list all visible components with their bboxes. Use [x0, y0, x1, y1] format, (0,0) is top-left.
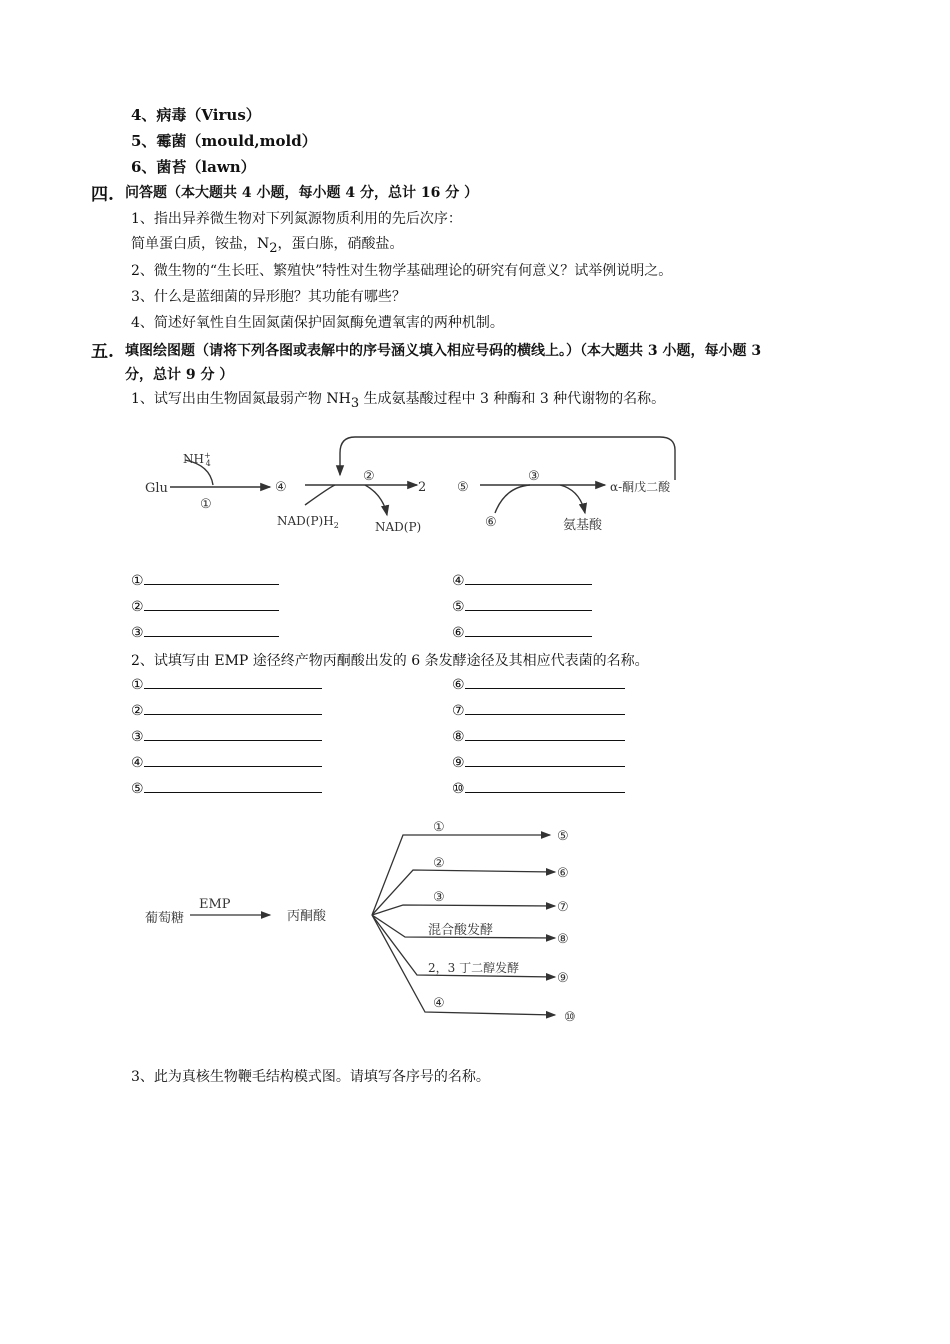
- section5-title-line2: 分，总计 9 分 ）: [125, 367, 234, 383]
- label-circle-3: ③: [528, 469, 540, 484]
- section4-q3: 3、什么是蓝细菌的异形胞？其功能有哪些？: [131, 289, 406, 305]
- answer2-row-1-right: ⑥: [452, 676, 625, 693]
- label-nadp: NAD(P): [375, 520, 422, 534]
- label-akg: α-酮戊二酸: [610, 480, 671, 494]
- answer1-row-1-left: ①: [131, 572, 279, 589]
- answer1-row-3-left: ③: [131, 624, 279, 641]
- label-branch-3: ③: [433, 890, 445, 905]
- branch-1: [372, 835, 550, 915]
- label-end-10: ⑩: [564, 1010, 576, 1025]
- section5-q1: [131, 388, 665, 411]
- label-branch-2: ②: [433, 856, 445, 871]
- s5q1-a: 1、试写出由生物固氮最弱产物 NH: [131, 391, 351, 407]
- section5-number: 五.: [91, 342, 114, 362]
- section4-q4: 4、简述好氧性自生固氮菌保护固氮酶免遭氧害的两种机制。: [131, 315, 504, 331]
- label-mixed-acid: 混合酸发酵: [428, 923, 494, 938]
- label-nadph: $NAD(P)H_2$: [277, 514, 339, 530]
- label-circle-4: ④: [275, 480, 287, 495]
- label-end-6: ⑥: [557, 866, 569, 881]
- section4-q1-items: [131, 233, 404, 256]
- label-two: 2: [418, 480, 427, 495]
- branch-2: [372, 870, 555, 915]
- label-branch-1: ①: [433, 820, 445, 835]
- label-end-5: ⑤: [557, 829, 569, 844]
- label-nh4: NH+ 4: [183, 451, 211, 468]
- q1-sub: 2: [269, 240, 278, 256]
- section5-title-line1: 填图绘图题（请将下列各图或表解中的序号涵义填入相应号码的横线上。）（本大题共 3 小题，每小题 3: [125, 343, 762, 359]
- nitrogen-assimilation-diagram: [135, 425, 695, 540]
- label-end-8: ⑧: [557, 932, 569, 947]
- label-end-9: ⑨: [557, 971, 569, 986]
- answer2-row-4-right: ⑨: [452, 754, 625, 771]
- feedback-loop-arrow: [340, 437, 675, 480]
- answer2-row-4-left: ④: [131, 754, 322, 771]
- section4-q2: 2、微生物的“生长旺、繁殖快”特性对生物学基础理论的研究有何意义？试举例说明之。: [131, 263, 673, 279]
- arrow-6-in: [495, 485, 530, 513]
- label-circle-5: ⑤: [457, 480, 469, 495]
- label-circle-6: ⑥: [485, 515, 497, 530]
- arrow-nadph-in: [305, 485, 335, 505]
- label-pyruvate: 丙酮酸: [287, 909, 327, 924]
- label-glu: Glu: [145, 481, 168, 496]
- label-end-7: ⑦: [557, 900, 569, 915]
- term-mould: 5、霉菌（mould,mold）: [131, 132, 317, 150]
- label-emp: EMP: [199, 897, 231, 912]
- answer1-row-1-right: ④: [452, 572, 592, 589]
- branch-3: [372, 905, 555, 915]
- label-circle-2: ②: [363, 469, 375, 484]
- arrow-aa-out: [560, 485, 585, 513]
- answer2-row-5-left: ⑤: [131, 780, 322, 797]
- answer2-row-2-left: ②: [131, 702, 322, 719]
- label-branch-4: ④: [433, 996, 445, 1011]
- answer1-row-3-right: ⑥: [452, 624, 592, 641]
- answer1-row-2-left: ②: [131, 598, 279, 615]
- term-lawn: 6、菌苔（lawn）: [131, 158, 256, 176]
- s5q1-sub: 3: [350, 395, 360, 411]
- answer2-row-3-left: ③: [131, 728, 322, 745]
- answer2-row-3-right: ⑧: [452, 728, 625, 745]
- answer2-row-5-right: ⑩: [452, 780, 625, 797]
- section4-q1: 1、指出异养微生物对下列氮源物质利用的先后次序：: [131, 211, 462, 227]
- pyruvate-fermentation-diagram: [135, 810, 595, 1035]
- answer2-row-2-right: ⑦: [452, 702, 625, 719]
- label-butanediol: 2，3 丁二醇发酵: [428, 961, 520, 975]
- label-glucose: 葡萄糖: [145, 911, 185, 926]
- q1-items-b: ，蛋白胨，硝酸盐。: [277, 236, 404, 252]
- section5-q3: 3、此为真核生物鞭毛结构模式图。请填写各序号的名称。: [131, 1069, 490, 1085]
- q1-items-a: 简单蛋白质，铵盐，N: [131, 236, 270, 252]
- section5-q2: 2、试填写由 EMP 途径终产物丙酮酸出发的 6 条发酵途径及其相应代表菌的名称。: [131, 653, 649, 669]
- label-amino-acid: 氨基酸: [563, 518, 603, 533]
- section4-number: 四.: [91, 185, 114, 205]
- answer1-row-2-right: ⑤: [452, 598, 592, 615]
- section4-title: 问答题（本大题共 4 小题，每小题 4 分，总计 16 分 ）: [125, 185, 479, 201]
- term-virus: 4、病毒（Virus）: [131, 106, 261, 124]
- answer2-row-1-left: ①: [131, 676, 322, 693]
- s5q1-b: 生成氨基酸过程中 3 种酶和 3 种代谢物的名称。: [359, 391, 666, 407]
- label-circle-1: ①: [200, 497, 212, 512]
- arrow-nadp-out: [365, 485, 387, 515]
